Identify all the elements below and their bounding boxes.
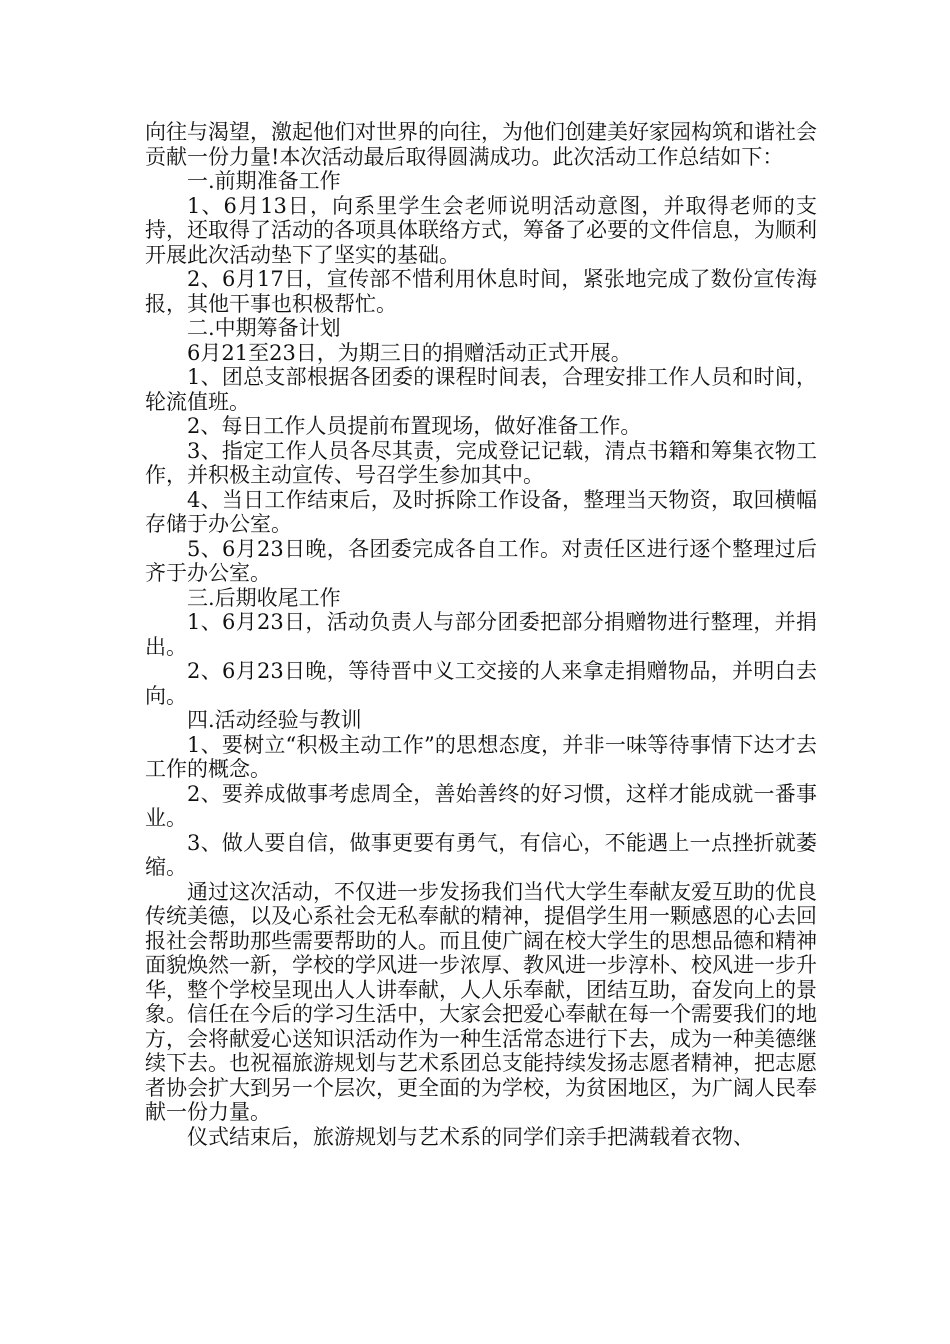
section-heading-lessons: 四.活动经验与教训 <box>187 708 362 732</box>
paragraph-lessons-2: 2、要养成做事考虑周全，善始善终的好习惯，这样才能成就一番事业。 <box>145 781 817 830</box>
paragraph-preparation-2: 2、6月17日，宣传部不惜利用休息时间，紧张地完成了数份宣传海报，其他干事也积极帮忙。 <box>145 267 817 316</box>
paragraph-closing-1: 1、6月23日，活动负责人与部分团委把部分捐赠物进行整理，并捐出。 <box>145 610 817 659</box>
section-heading-preparation: 一.前期准备工作 <box>187 169 341 193</box>
paragraph-ceremony: 仪式结束后，旅游规划与艺术系的同学们亲手把满载着衣物、 <box>187 1124 754 1149</box>
paragraph-midterm-3: 3、指定工作人员各尽其责，完成登记记载，清点书籍和筹集衣物工作，并积极主动宣传、号召学生参加其中。 <box>145 438 817 487</box>
paragraph-lessons-3: 3、做人要自信，做事更要有勇气，有信心，不能遇上一点挫折就萎缩。 <box>145 830 817 879</box>
paragraph-lessons-1: 1、要树立“积极主动工作”的思想态度，并非一味等待事情下达才去工作的概念。 <box>145 732 817 781</box>
document-body <box>145 120 817 1149</box>
paragraph-midterm-4: 4、当日工作结束后，及时拆除工作设备，整理当天物资，取回横幅存储于办公室。 <box>145 487 817 536</box>
section-heading-closing: 三.后期收尾工作 <box>187 585 341 610</box>
paragraph-preparation-1: 1、6月13日，向系里学生会老师说明活动意图，并取得老师的支持，还取得了活动的各项具体联络方式，筹备了必要的文件信息，为顺利开展此次活动垫下了坚实的基础。 <box>145 193 817 267</box>
paragraph-summary: 通过这次活动，不仅进一步发扬我们当代大学生奉献友爱互助的优良传统美德，以及心系社会无私奉献的精神，提倡学生用一颗感恩的心去回报社会帮助那些需要帮助的人。而且使广阔在校大学生的思想品德和精神面貌焕然一新，学校的学风进一步浓厚、教风进一步淳朴、校风进一步升华，整个学校呈现出人人讲奉献，人人乐奉献，团结互助，奋发向上的景象。信任在今后的学习生活中，大家会把爱心奉献在每一个需要我们的地方，会将献爱心送知识活动作为一种生活常态进行下去，成为一种美德继续下去。也祝福旅游规划与艺术系团总支能持续发扬志愿者精神，把志愿者协会扩大到另一个层次，更全面的为学校，为贫困地区，为广阔人民奉献一份力量。 <box>145 879 817 1124</box>
paragraph-midterm-intro: 6月21至23日，为期三日的捐赠活动正式开展。 <box>187 340 632 365</box>
section-heading-midterm: 二.中期筹备计划 <box>187 316 341 340</box>
paragraph-midterm-5: 5、6月23日晚，各团委完成各自工作。对责任区进行逐个整理过后齐于办公室。 <box>145 536 817 585</box>
paragraph-midterm-2: 2、每日工作人员提前布置现场，做好准备工作。 <box>187 414 642 438</box>
paragraph-intro: 向往与渴望，激起他们对世界的向往，为他们创建美好家园构筑和谐社会贡献一份力量!本次活动最后取得圆满成功。此次活动工作总结如下： <box>145 120 817 169</box>
paragraph-closing-2: 2、6月23日晚，等待晋中义工交接的人来拿走捐赠物品，并明白去向。 <box>145 659 817 708</box>
paragraph-midterm-1: 1、团总支部根据各团委的课程时间表，合理安排工作人员和时间，轮流值班。 <box>145 365 817 414</box>
